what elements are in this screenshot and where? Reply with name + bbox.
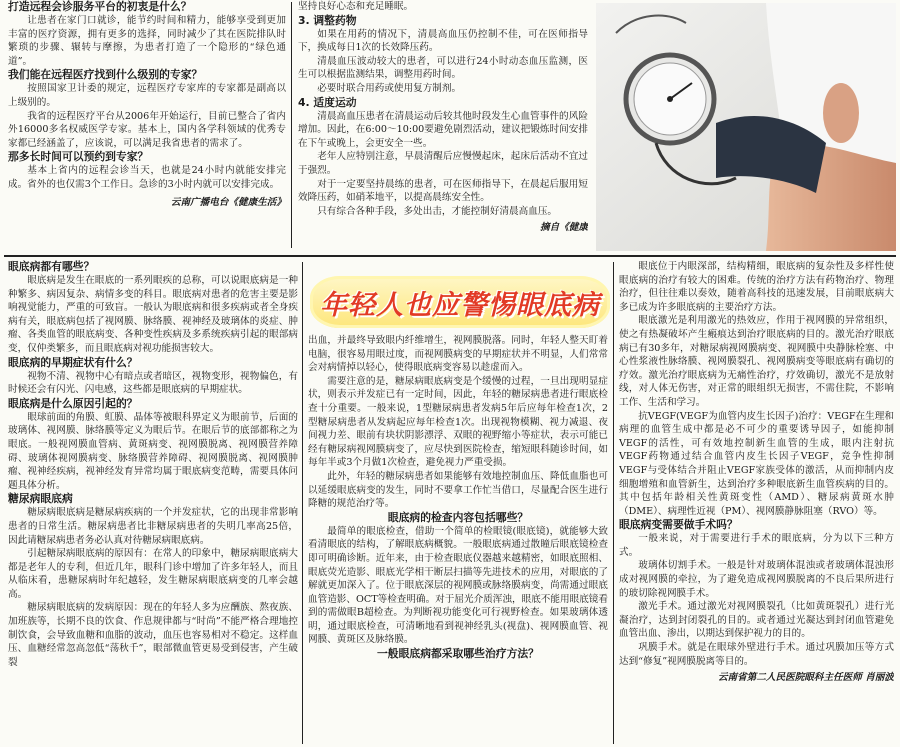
article-title-text: 年轻人也应警惕眼底病	[320, 289, 600, 321]
column-divider	[613, 262, 614, 744]
paragraph: 如果在用药的情况下，清晨高血压仍控制不佳，可在医师指导下，换成每日1次的长效降压药。	[298, 28, 588, 54]
remote-consultation-column	[8, 0, 286, 250]
paragraph: 眼底病是发生在眼底的一系列眼疾的总称，可以说眼底病是一种种繁多、病因复杂、病情多变的科目。眼底病对患者的危害主要是影响视觉能力，严重的可致盲。一般认为眼底病和很多疾病或者全身疾病有关，眼底病包括了视网膜、脉络膜、视神经及玻璃体的炎症、肿瘤、各类血管的眼底病变、各种变性疾病及多系统疾病引起的眼部病变，仅仲类繁多，而且眼底病对视功能损害较大。	[8, 275, 298, 354]
paragraph: 眼底激光是利用激光的热效应，作用于视网膜的异常组织，使之有热凝破坏产生瘢痕达到治疗眼底病的目的。激光治疗眼底病已有30多年，对糖尿病视网膜病变、视网膜中央静脉栓塞、中心性浆液性脉络膜、视网膜裂孔、视网膜病变等眼底病有确切的疗效。激光治疗眼底病为无痛性治疗，疗效确切，激光不是放射线，对人体无伤害，对正常的眼组织无损害，不需住院，不影响工作、生活和学习。	[619, 315, 894, 408]
question-heading: 眼底病是什么原因引起的？	[8, 396, 138, 410]
question-heading: 那多长时间可以预约到专家？	[8, 150, 149, 164]
paragraph: 我省的远程医疗平台从2006年开始运行，目前已整合了省内外16000多名权威医学专家。基本上，国内各学科领域的优秀专家都已经涵盖了，应该说，可以满足我省患者的需求了。	[8, 110, 286, 149]
fundus-right-column	[619, 260, 894, 747]
question-heading: 一般眼底病都采取哪些治疗方法？	[377, 647, 539, 661]
question-heading: 打造远程会诊服务平台的初衷是什么？	[8, 0, 192, 13]
question-heading: 糖尿病眼底病	[8, 492, 73, 506]
paragraph: 清晨血压波动较大的患者，可以进行24小时动态血压监测，医生可以根据监测结果，调整用药时间。	[298, 55, 588, 81]
paragraph: 抗VEGF(VEGF为血管内皮生长因子)治疗：VEGF在生理和病理的血管生成中都是必不可少的重要诱导因子，如能抑制VEGF的活性，可有效地控制新生血管的生成，眼内注射抗VEGF药物通过结合血管内皮生长因子VEGF，竞争性抑制VEGF与受体结合并阻止VEGF家族受体的激活，从而抑制内皮细胞增殖和血管新生，达到治疗多种眼底新生血管疾病的目的。其中包括年龄相关性黄斑变性（AMD）、糖尿病黄斑水肿（DME）、病理性近视（PM）、视网膜静脉阻塞（RVO）等。	[619, 410, 894, 517]
paragraph: 只有综合各种手段，多处出击，才能控制好清晨高血压。	[317, 205, 558, 217]
paragraph: 巩膜手术。就是在眼球外壁进行手术。通过巩膜加压等方式达到“修复”视网膜脱离等目的。	[619, 642, 894, 667]
column-divider	[302, 262, 303, 744]
paragraph: 坚持良好心态和充足睡眠。	[298, 1, 414, 12]
paragraph: 老年人应特别注意，早晨清醒后应慢慢起床，起床后活动不宜过于强烈。	[298, 151, 588, 176]
paragraph: 出血，并最终导致眼内纤维增生，视网膜脱落。同时，年轻人整天盯着电脑，很容易用眼过度，而视网膜病变的早期症状并不明显，人们常常会对病情掉以轻心，使得眼底病变容易以趁虚而入。	[308, 335, 608, 374]
article-title	[310, 276, 610, 328]
fundus-left-column	[8, 260, 298, 747]
section-heading: 4. 适度运动	[298, 95, 357, 109]
column-divider	[291, 2, 292, 248]
section-heading: 3. 调整药物	[298, 13, 357, 27]
paragraph: 糖尿病眼底病的发病原因：现在的年轻人多为应酬族、熬夜族、加班族等，长期不良的饮食、作息规律都与“时尚”不能严格合理地控制饮食，会导致血糖和血脂的波动，血压也容易相对不稳定。这样血压、血糖经常忽高忽低“荡秋千”，眼部微血管更易受到侵害，产生破裂	[8, 602, 298, 668]
paragraph: 引起糖尿病眼底病的原因有：在常人的印象中，糖尿病眼底病大都是老年人的专利，但近几年，眼科门诊中增加了许多年轻人，而且从临床看，患糖尿病时年纪越轻，发生糖尿病眼底病变的几率会越高。	[8, 548, 298, 600]
paragraph: 最简单的眼底检查，借助一个简单的检眼镜(眼底镜)，就能够大致看清眼底的结构，了解眼底病概貌。一般眼底病通过散瞳后眼底镜检查即可明确诊断。近年来，由于检查眼底仪器越来越精密，如眼底照相、眼底荧光造影、眼底光学相干断层扫描等先进技术的应用，对眼底的了解就更加深入了。位于眼底深层的视网膜或脉络膜病变，尚需通过眼底血管造影、OCT等检查明确。对于屈光介质浑浊，眼底不能用眼底镜看到的需做眼B超检查。为判断视功能变化可行视野检查。如果玻璃体透明，通过眼底检查，可清晰地看到视神经乳头(视盘)、视网膜血管、视网膜、黄斑区及脉络膜。	[308, 525, 608, 646]
paragraph: 此外，年轻的糖尿病患者如果能够有效地控制血压、降低血脂也可以延缓眼底病变的发生，同时不要拿工作忙当借口，尽量配合医生进行降糖的规范治疗等。	[308, 470, 608, 510]
question-heading: 眼底病变需要做手术吗？	[619, 518, 738, 532]
paragraph: 一般来说，对于需要进行手术的眼底病，分为以下三种方式。	[619, 533, 894, 558]
paragraph: 玻璃体切割手术。一般是针对玻璃体混浊或者玻璃体混浊形成对视网膜的牵拉，为了避免造成视网膜脱离的不良后果所进行的玻切除视网膜手术。	[619, 560, 894, 599]
question-heading: 眼底病都有哪些？	[8, 260, 95, 273]
paragraph: 眼球前面的角膜、虹膜、晶体等被眼科界定义为眼前节，后面的玻璃体、视网膜、脉络膜等定义为眼后节。在眼后节的底部都称之为眼底。一般视网膜血管病、黄斑病变、视网膜脱离、视网膜营养障碍、玻璃体视网膜病变、脉络膜营养障碍、视网膜脱离、视网膜肿瘤、视神经疾病，视神经发育异常均属于眼底病变范畴，需要具体问题具体分析。	[8, 411, 298, 491]
paragraph: 视物不清、视物中心有暗点或者暗区，视物变形，视物偏色，有时候还会有闪光、闪电感，这些都是眼底病的早期症状。	[8, 370, 298, 396]
paragraph: 基本上省内的远程会诊当天，也就是24小时内就能安排完成。省外的也仅需3个工作日。急诊的3小时内就可以安排完成。	[8, 165, 286, 190]
paragraph: 必要时联合用药或使用复方制剂。	[317, 82, 462, 94]
paragraph: 糖尿病眼底病是糖尿病疾病的一个并发症状，它的出现非常影响患者的日常生活。糖尿病患者比非糖尿病患者的失明几率高25倍，因此请糖尿病患者务必认真对待糖尿病眼底病。	[8, 507, 298, 546]
paragraph: 让患者在家门口就诊，能节约时间和精力，能够享受到更加丰富的医疗资源，拥有更多的选择，同时减少了其在医院排队时繁琐的步骤、辗转与摩擦，为患者打造了一个隐形的“绿色通道”。	[8, 15, 286, 67]
blood-pressure-photo	[596, 3, 896, 251]
question-heading: 我们能在远程医疗找到什么级别的专家？	[8, 68, 203, 82]
question-heading: 眼底病的检查内容包括哪些？	[387, 510, 529, 524]
paragraph: 需要注意的是，糖尿病眼底病变是个缓慢的过程，一旦出现明显症状，则表示并发症已有一定时间，因此，年轻的糖尿病患者进行眼底检查十分重要。一般来说，1型糖尿病患者发病5年后应每年检查1次，2型糖尿病患者从发病起应每年检查1次。出现视物模糊、视力减退、夜间视力差、眼前有块状阴影漂浮、双眼的视野缩小等症状，表示可能已经有糖尿病视网膜病变了，应尽快到医院检查，缩短眼科随诊时间，如每年半或3个月做1次检查，避免视力严重受损。	[308, 375, 608, 469]
morning-hypertension-column	[298, 0, 588, 250]
question-heading: 眼底病的早期症状有什么？	[8, 355, 138, 369]
paragraph: 清晨高血压患者在清晨运动后较其他时段发生心血管事件的风险增加。因此，在6:00～10:00要避免剧烈活动，建议把锻炼时间安排在下午或晚上，会更安全一些。	[298, 110, 588, 149]
fundus-middle-column	[308, 334, 608, 747]
source-credit: 云南广播电台《健康生活》	[170, 196, 286, 208]
author-credit: 云南省第二人民医院眼科主任医师 肖丽波	[717, 672, 894, 684]
paragraph: 激光手术。通过激光对视网膜裂孔（比如黄斑裂孔）进行光凝治疗，达到封闭裂孔的目的。或者通过光凝达到封闭血管避免血管出血、渗出，以期达到保护视力的目的。	[619, 601, 894, 640]
source-credit: 摘自《健康	[540, 222, 588, 234]
paragraph: 对于一定要坚持晨练的患者，可在医师指导下，在晨起后服用短效降压药，如硝苯地平，以提高晨练安全性。	[298, 178, 588, 204]
section-divider	[4, 255, 896, 257]
paragraph: 按照国家卫计委的规定，远程医疗专家库的专家都是副高以上级别的。	[8, 83, 286, 108]
paragraph: 眼底位于内眼深部，结构精细，眼底病的复杂性及多样性使眼底病的治疗有较大的困难。传统的治疗方法有药物治疗、物理治疗，但往往难以奏效，随着高科技的迅速发展，目前眼底病大多已成为许多眼底病的主要治疗方法。	[619, 261, 894, 313]
